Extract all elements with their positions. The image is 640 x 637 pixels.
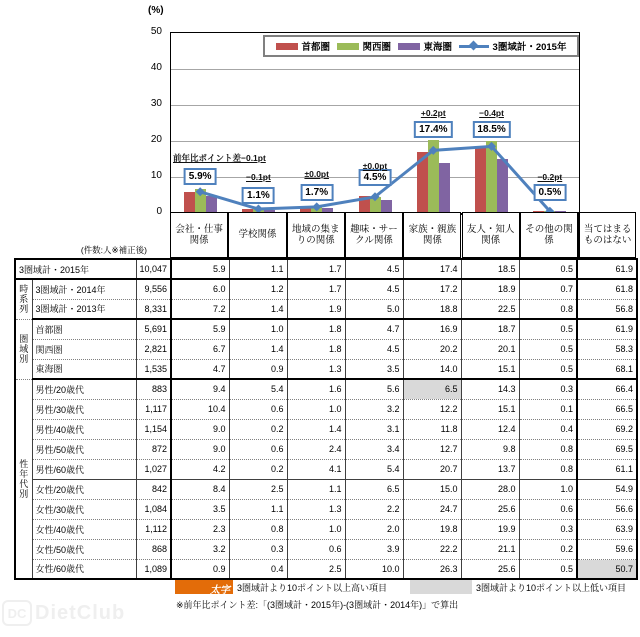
table-cell: 9.0 bbox=[171, 439, 229, 459]
table-row bbox=[15, 419, 637, 439]
y-tick-label: 10 bbox=[150, 170, 162, 181]
table-cell: 1.0 bbox=[519, 479, 577, 499]
table-cell: 5.6 bbox=[345, 379, 403, 399]
table-cell: 68.1 bbox=[577, 359, 637, 379]
table-row bbox=[15, 399, 637, 419]
table-cell: 0.5 bbox=[519, 339, 577, 359]
legend-swatch bbox=[337, 43, 359, 50]
table-cell: 61.8 bbox=[577, 279, 637, 299]
row-label: 女性/60歳代 bbox=[32, 559, 136, 579]
table-cell: 0.9 bbox=[171, 559, 229, 579]
row-label: 男性/30歳代 bbox=[32, 399, 136, 419]
table-row bbox=[15, 359, 637, 379]
row-label: 男性/40歳代 bbox=[32, 419, 136, 439]
table-cell: 14.3 bbox=[461, 379, 519, 399]
table-cell: 1.1 bbox=[229, 259, 287, 279]
table-cell: 24.7 bbox=[403, 499, 461, 519]
column-header: 会社・仕事関係 bbox=[170, 212, 228, 258]
table-cell: 61.1 bbox=[577, 459, 637, 479]
column-header: 友人・知人関係 bbox=[462, 212, 520, 258]
pt-diff-label: 前年比ポイント差−0.1pt bbox=[173, 153, 266, 163]
row-label: 3圏域計・2015年 bbox=[15, 259, 136, 279]
column-header: その他の関係 bbox=[520, 212, 578, 258]
table-cell: 17.4 bbox=[403, 259, 461, 279]
legend-label: 首都圏 bbox=[301, 42, 331, 53]
table-cell: 2.0 bbox=[345, 519, 403, 539]
row-label: 女性/40歳代 bbox=[32, 519, 136, 539]
table-cell: 1.3 bbox=[287, 359, 345, 379]
pt-diff-label: ±0.0pt bbox=[362, 161, 388, 171]
table-cell: 0.3 bbox=[519, 379, 577, 399]
row-label: 女性/50歳代 bbox=[32, 539, 136, 559]
table-cell: 61.9 bbox=[577, 319, 637, 339]
table-cell: 20.7 bbox=[403, 459, 461, 479]
table-cell: 61.9 bbox=[577, 259, 637, 279]
table-cell: 1.0 bbox=[287, 399, 345, 419]
table-cell: 17.2 bbox=[403, 279, 461, 299]
row-count: 1,089 bbox=[136, 559, 171, 579]
row-label: 女性/30歳代 bbox=[32, 499, 136, 519]
row-count: 2,821 bbox=[136, 339, 171, 359]
low-highlight-description: 3圏域計より10ポイント以上低い項目 bbox=[476, 583, 627, 593]
table-cell: 12.4 bbox=[461, 419, 519, 439]
table-cell: 14.0 bbox=[403, 359, 461, 379]
table-cell: 66.4 bbox=[577, 379, 637, 399]
table-cell: 13.7 bbox=[461, 459, 519, 479]
table-cell: 3.9 bbox=[345, 539, 403, 559]
column-header: 学校関係 bbox=[228, 212, 286, 258]
value-label-box: 17.4% bbox=[414, 121, 452, 138]
row-count: 8,331 bbox=[136, 299, 171, 319]
table-cell: 10.0 bbox=[345, 559, 403, 579]
table-cell: 0.3 bbox=[229, 539, 287, 559]
table-cell: 0.8 bbox=[229, 519, 287, 539]
legend-label: 関西圏 bbox=[362, 42, 392, 53]
table-cell: 3.2 bbox=[171, 539, 229, 559]
footnote: ※前年比ポイント差:「(3圏域計・2015年)-(3圏域計・2014年)」で算出 bbox=[176, 600, 459, 610]
table-cell: 22.2 bbox=[403, 539, 461, 559]
table-cell: 0.8 bbox=[519, 439, 577, 459]
table-cell: 1.4 bbox=[287, 419, 345, 439]
column-header: 当てはまるものはない bbox=[578, 212, 636, 258]
legend-item-3圏域計・2015年 bbox=[459, 39, 567, 53]
row-count: 1,084 bbox=[136, 499, 171, 519]
table-cell: 4.1 bbox=[287, 459, 345, 479]
table-cell: 50.7 bbox=[577, 559, 637, 579]
table-cell: 25.6 bbox=[461, 499, 519, 519]
row-label: 3圏域計・2014年 bbox=[32, 279, 136, 299]
data-table bbox=[14, 258, 638, 580]
row-count: 1,154 bbox=[136, 419, 171, 439]
table-header-row bbox=[170, 212, 636, 258]
table-cell: 11.8 bbox=[403, 419, 461, 439]
row-count: 5,691 bbox=[136, 319, 171, 339]
table-cell: 1.6 bbox=[287, 379, 345, 399]
table-cell: 5.4 bbox=[345, 459, 403, 479]
row-count: 872 bbox=[136, 439, 171, 459]
table-cell: 1.7 bbox=[287, 279, 345, 299]
line-marker-diamond bbox=[196, 187, 205, 196]
table-cell: 0.5 bbox=[519, 359, 577, 379]
table-cell: 21.1 bbox=[461, 539, 519, 559]
table-cell: 19.8 bbox=[403, 519, 461, 539]
table-cell: 0.4 bbox=[519, 419, 577, 439]
table-cell: 22.5 bbox=[461, 299, 519, 319]
y-axis-unit-label: (%) bbox=[148, 5, 164, 16]
table-cell: 69.2 bbox=[577, 419, 637, 439]
row-label: 男性/60歳代 bbox=[32, 459, 136, 479]
legend-label: 東海圏 bbox=[423, 42, 453, 53]
table-cell: 0.8 bbox=[519, 459, 577, 479]
table-cell: 9.4 bbox=[171, 379, 229, 399]
count-column-header: (件数:人※補正後) bbox=[80, 245, 147, 255]
y-tick-label: 20 bbox=[150, 134, 162, 145]
table-cell: 4.7 bbox=[171, 359, 229, 379]
table-row bbox=[15, 459, 637, 479]
table-cell: 15.1 bbox=[461, 359, 519, 379]
table-cell: 0.2 bbox=[229, 419, 287, 439]
table-cell: 4.5 bbox=[345, 279, 403, 299]
table-cell: 2.5 bbox=[229, 479, 287, 499]
table-cell: 3.4 bbox=[345, 439, 403, 459]
table-cell: 0.8 bbox=[519, 299, 577, 319]
table-cell: 54.9 bbox=[577, 479, 637, 499]
table-row bbox=[15, 379, 637, 399]
watermark-logo: DC bbox=[2, 600, 32, 626]
table-cell: 6.5 bbox=[403, 379, 461, 399]
table-cell: 15.1 bbox=[461, 399, 519, 419]
row-count: 10,047 bbox=[136, 259, 171, 279]
table-row bbox=[15, 499, 637, 519]
watermark bbox=[2, 600, 125, 626]
table-cell: 9.8 bbox=[461, 439, 519, 459]
table-cell: 9.0 bbox=[171, 419, 229, 439]
row-count: 1,027 bbox=[136, 459, 171, 479]
table-cell: 56.8 bbox=[577, 299, 637, 319]
table-cell: 1.1 bbox=[287, 479, 345, 499]
table-cell: 7.2 bbox=[171, 299, 229, 319]
table-cell: 12.2 bbox=[403, 399, 461, 419]
table-cell: 4.2 bbox=[171, 459, 229, 479]
table-cell: 8.4 bbox=[171, 479, 229, 499]
table-cell: 0.7 bbox=[519, 279, 577, 299]
table-cell: 3.1 bbox=[345, 419, 403, 439]
legend-label: 3圏域計・2015年 bbox=[492, 42, 567, 53]
table-cell: 1.7 bbox=[287, 259, 345, 279]
row-label: 3圏域計・2013年 bbox=[32, 299, 136, 319]
table-row bbox=[15, 539, 637, 559]
table-cell: 18.8 bbox=[403, 299, 461, 319]
legend-item-東海圏 bbox=[398, 39, 453, 53]
group-label-時系列: 時系列 bbox=[15, 279, 32, 319]
row-label: 関西圏 bbox=[32, 339, 136, 359]
table-cell: 0.9 bbox=[229, 359, 287, 379]
table-cell: 2.5 bbox=[287, 559, 345, 579]
value-label-box: 1.1% bbox=[242, 187, 275, 204]
table-cell: 4.5 bbox=[345, 259, 403, 279]
row-label: 東海圏 bbox=[32, 359, 136, 379]
table-cell: 0.6 bbox=[229, 439, 287, 459]
column-header: 家族・親族関係 bbox=[403, 212, 461, 258]
table-cell: 2.3 bbox=[171, 519, 229, 539]
table-cell: 3.2 bbox=[345, 399, 403, 419]
high-highlight-description: 3圏域計より10ポイント以上高い項目 bbox=[237, 583, 388, 593]
table-cell: 19.9 bbox=[461, 519, 519, 539]
table-cell: 56.6 bbox=[577, 499, 637, 519]
table-row bbox=[15, 519, 637, 539]
table-row bbox=[15, 439, 637, 459]
table-cell: 18.7 bbox=[461, 319, 519, 339]
table-cell: 1.2 bbox=[229, 279, 287, 299]
table-cell: 0.6 bbox=[229, 399, 287, 419]
table-cell: 0.6 bbox=[519, 499, 577, 519]
table-cell: 16.9 bbox=[403, 319, 461, 339]
table-cell: 0.5 bbox=[519, 259, 577, 279]
table-row bbox=[15, 559, 637, 579]
table-cell: 1.8 bbox=[287, 319, 345, 339]
table-cell: 2.2 bbox=[345, 499, 403, 519]
table-row bbox=[15, 479, 637, 499]
line-marker-diamond bbox=[312, 202, 321, 211]
table-cell: 5.9 bbox=[171, 259, 229, 279]
chart-plot-area bbox=[170, 32, 580, 215]
table-cell: 1.8 bbox=[287, 339, 345, 359]
group-label-圏域別: 圏域別 bbox=[15, 319, 32, 379]
table-row bbox=[15, 279, 637, 299]
table-cell: 1.4 bbox=[229, 299, 287, 319]
high-highlight-swatch bbox=[175, 580, 233, 594]
table-row bbox=[15, 339, 637, 359]
table-cell: 26.3 bbox=[403, 559, 461, 579]
row-label: 首都圏 bbox=[32, 319, 136, 339]
table-cell: 5.4 bbox=[229, 379, 287, 399]
table-cell: 4.5 bbox=[345, 339, 403, 359]
table-cell: 5.0 bbox=[345, 299, 403, 319]
legend-swatch bbox=[398, 43, 420, 50]
table-cell: 1.0 bbox=[287, 519, 345, 539]
table-cell: 25.6 bbox=[461, 559, 519, 579]
table-cell: 0.2 bbox=[229, 459, 287, 479]
low-highlight-swatch bbox=[410, 580, 472, 594]
table-cell: 20.1 bbox=[461, 339, 519, 359]
table-cell: 12.7 bbox=[403, 439, 461, 459]
line-series-layer bbox=[171, 33, 579, 213]
table-cell: 0.5 bbox=[519, 319, 577, 339]
value-label-box: 5.9% bbox=[184, 168, 217, 185]
table-cell: 6.7 bbox=[171, 339, 229, 359]
table-cell: 1.3 bbox=[287, 499, 345, 519]
row-count: 842 bbox=[136, 479, 171, 499]
value-label-box: 18.5% bbox=[472, 121, 510, 138]
table-cell: 2.4 bbox=[287, 439, 345, 459]
group-label-性年代別: 性年代別 bbox=[15, 379, 32, 579]
table-cell: 0.4 bbox=[229, 559, 287, 579]
pt-diff-label: −0.4pt bbox=[479, 108, 504, 118]
value-label-box: 4.5% bbox=[359, 169, 392, 186]
y-tick-label: 30 bbox=[150, 98, 162, 109]
table-cell: 4.7 bbox=[345, 319, 403, 339]
y-tick-label: 40 bbox=[150, 62, 162, 73]
y-tick-label: 50 bbox=[150, 26, 162, 37]
table-cell: 0.3 bbox=[519, 519, 577, 539]
value-label-box: 0.5% bbox=[533, 184, 566, 201]
table-row bbox=[15, 299, 637, 319]
row-count: 1,535 bbox=[136, 359, 171, 379]
bold-tag-label: 太字 bbox=[210, 585, 230, 596]
row-label: 男性/20歳代 bbox=[32, 379, 136, 399]
table-cell: 1.4 bbox=[229, 339, 287, 359]
table-cell: 1.9 bbox=[287, 299, 345, 319]
table-cell: 58.3 bbox=[577, 339, 637, 359]
table-cell: 18.9 bbox=[461, 279, 519, 299]
row-count: 868 bbox=[136, 539, 171, 559]
table-cell: 0.2 bbox=[519, 539, 577, 559]
row-count: 9,556 bbox=[136, 279, 171, 299]
table-cell: 5.9 bbox=[171, 319, 229, 339]
table-cell: 18.5 bbox=[461, 259, 519, 279]
row-label: 男性/50歳代 bbox=[32, 439, 136, 459]
value-label-box: 1.7% bbox=[300, 184, 333, 201]
pt-diff-label: +0.2pt bbox=[420, 108, 446, 118]
table-row bbox=[15, 319, 637, 339]
row-count: 1,117 bbox=[136, 399, 171, 419]
watermark-text: DietClub bbox=[35, 601, 126, 624]
table-cell: 1.1 bbox=[229, 499, 287, 519]
y-tick-label: 0 bbox=[156, 206, 162, 217]
column-header: 地域の集まりの関係 bbox=[287, 212, 345, 258]
table-cell: 0.1 bbox=[519, 399, 577, 419]
table-cell: 0.6 bbox=[287, 539, 345, 559]
table-cell: 15.0 bbox=[403, 479, 461, 499]
table-cell: 3.5 bbox=[345, 359, 403, 379]
table-cell: 1.0 bbox=[229, 319, 287, 339]
table-cell: 20.2 bbox=[403, 339, 461, 359]
row-count: 883 bbox=[136, 379, 171, 399]
pt-diff-label: −0.1pt bbox=[246, 172, 271, 182]
table-cell: 3.5 bbox=[171, 499, 229, 519]
legend-item-首都圏 bbox=[276, 39, 331, 53]
pt-diff-label: ±0.0pt bbox=[304, 169, 329, 179]
table-cell: 6.5 bbox=[345, 479, 403, 499]
table-cell: 6.0 bbox=[171, 279, 229, 299]
table-cell: 10.4 bbox=[171, 399, 229, 419]
pt-diff-label: −0.2pt bbox=[537, 172, 563, 182]
legend-swatch bbox=[276, 43, 298, 50]
table-cell: 69.5 bbox=[577, 439, 637, 459]
row-count: 1,112 bbox=[136, 519, 171, 539]
chart-legend bbox=[263, 35, 579, 57]
table-cell: 66.5 bbox=[577, 399, 637, 419]
table-cell: 63.9 bbox=[577, 519, 637, 539]
row-label: 女性/20歳代 bbox=[32, 479, 136, 499]
legend-line-swatch bbox=[459, 42, 489, 51]
table-cell: 28.0 bbox=[461, 479, 519, 499]
table-cell: 59.6 bbox=[577, 539, 637, 559]
table-cell: 0.5 bbox=[519, 559, 577, 579]
legend-item-関西圏 bbox=[337, 39, 392, 53]
column-header: 趣味・サークル関係 bbox=[345, 212, 403, 258]
table-row bbox=[15, 259, 637, 279]
